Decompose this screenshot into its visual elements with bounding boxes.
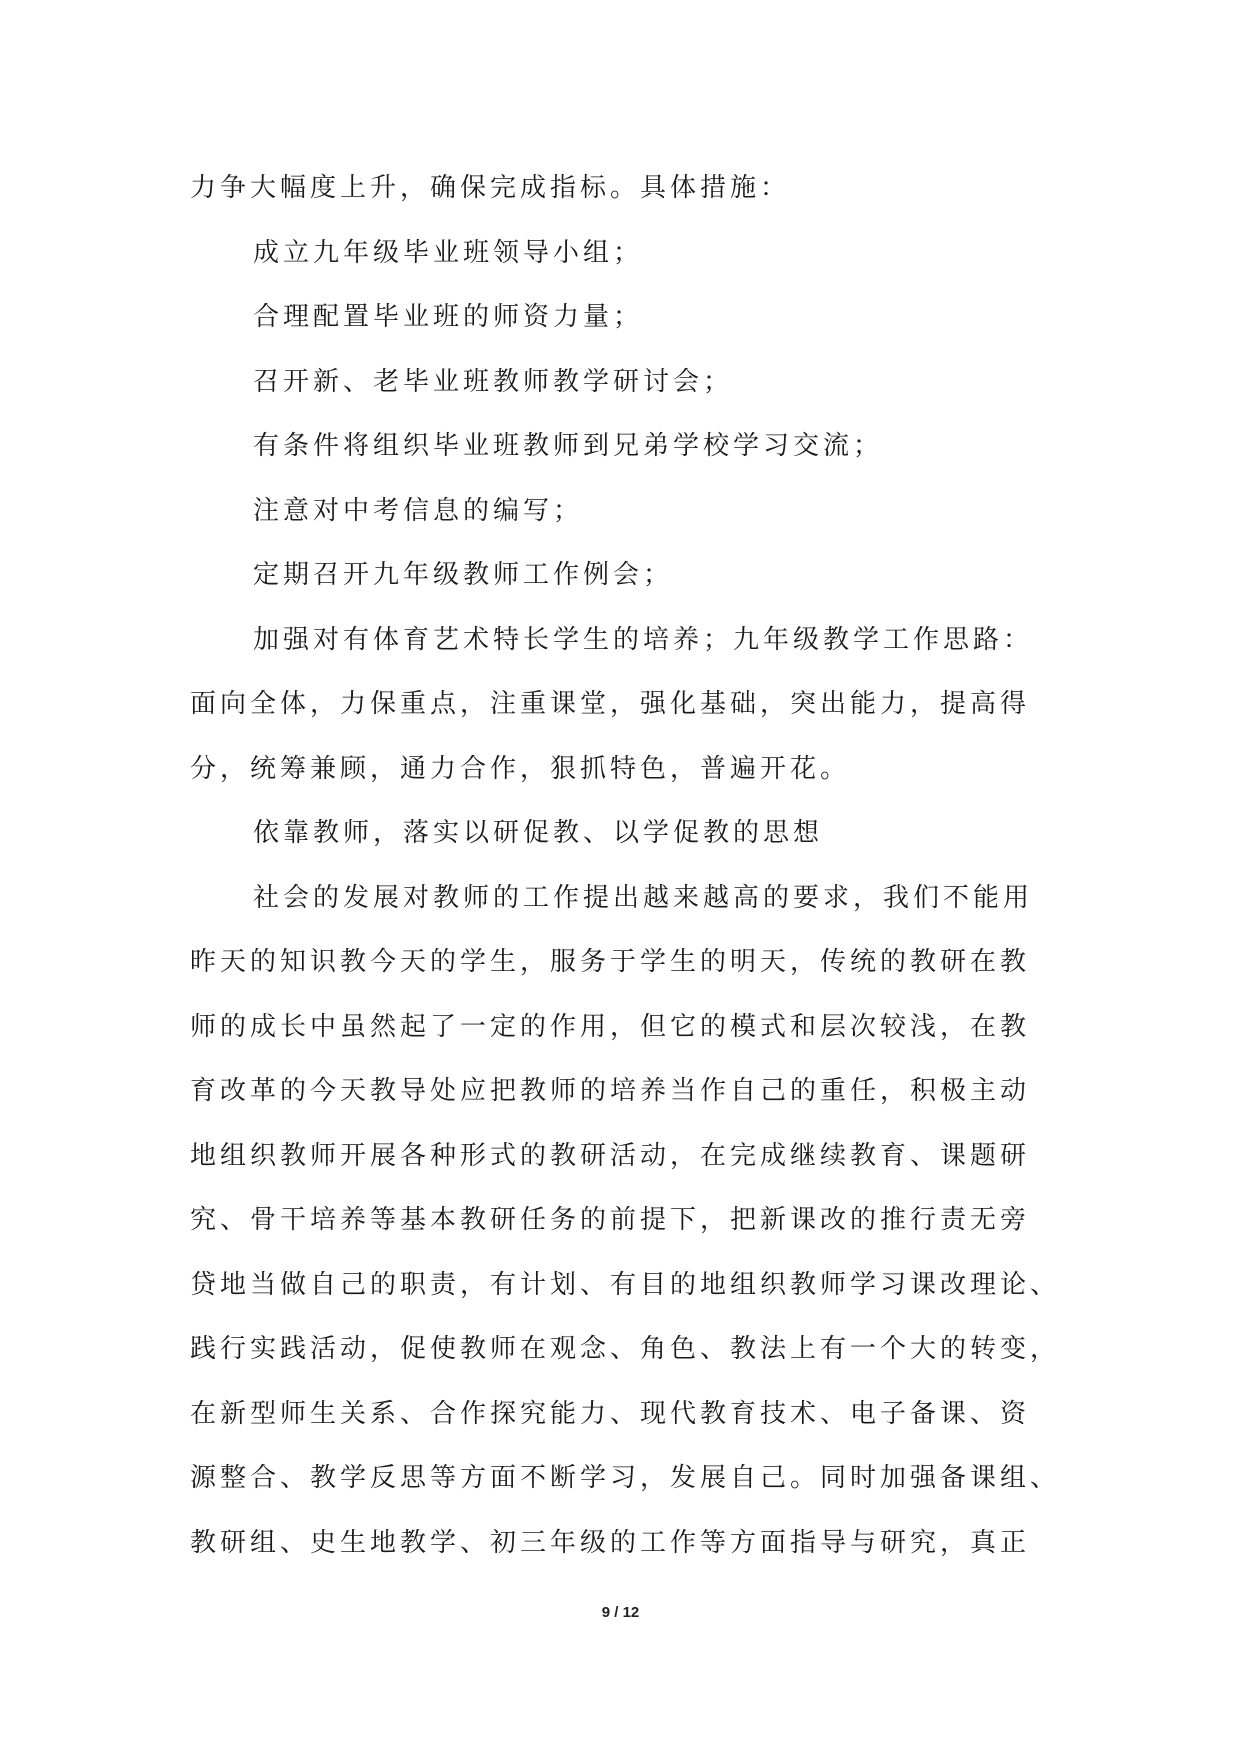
text-line: 地组织教师开展各种形式的教研活动，在完成继续教育、课题研 (190, 1140, 1031, 1171)
text-line: 在新型师生关系、合作探究能力、现代教育技术、电子备课、资 (190, 1398, 1031, 1429)
text-line: 面向全体，力保重点，注重课堂，强化基础，突出能力，提高得 (190, 689, 1031, 719)
section-heading: 依靠教师，落实以研促教、以学促教的思想 (253, 818, 824, 848)
list-item: 合理配置毕业班的师资力量； (253, 302, 644, 332)
list-item: 加强对有体育艺术特长学生的培养；九年级教学工作思路： (253, 624, 1034, 655)
paragraph-first-line: 社会的发展对教师的工作提出越来越高的要求，我们不能用 (253, 882, 1034, 913)
text-line: 昨天的知识教今天的学生，服务于学生的明天，传统的教研在教 (190, 947, 1031, 977)
list-item: 有条件将组织毕业班教师到兄弟学校学习交流； (253, 431, 884, 461)
page-number: 9 / 12 (601, 1604, 640, 1621)
text-line: 究、骨干培养等基本教研任务的前提下，把新课改的推行责无旁 (190, 1205, 1031, 1235)
list-item: 成立九年级毕业班领导小组； (253, 237, 644, 268)
text-line: 分，统筹兼顾，通力合作，狠抓特色，普遍开花。 (190, 753, 851, 784)
text-line: 师的成长中虽然起了一定的作用，但它的模式和层次较浅，在教 (190, 1011, 1031, 1042)
list-item: 定期召开九年级教师工作例会； (253, 560, 674, 590)
text-line: 源整合、教学反思等方面不断学习，发展自己。同时加强备课组、 (190, 1463, 1061, 1493)
text-line: 践行实践活动，促使教师在观念、角色、教法上有一个大的转变， (190, 1334, 1061, 1364)
list-item: 召开新、老毕业班教师教学研讨会； (253, 366, 734, 397)
text-line: 贷地当做自己的职责，有计划、有目的地组织教师学习课改理论、 (190, 1269, 1061, 1300)
list-item: 注意对中考信息的编写； (253, 495, 584, 526)
text-line: 教研组、史生地教学、初三年级的工作等方面指导与研究，真正 (190, 1527, 1031, 1558)
text-line: 育改革的今天教导处应把教师的培养当作自己的重任，积极主动 (190, 1076, 1031, 1106)
document-body (190, 156, 1061, 1575)
text-line: 力争大幅度上升，确保完成指标。具体措施： (190, 173, 791, 203)
